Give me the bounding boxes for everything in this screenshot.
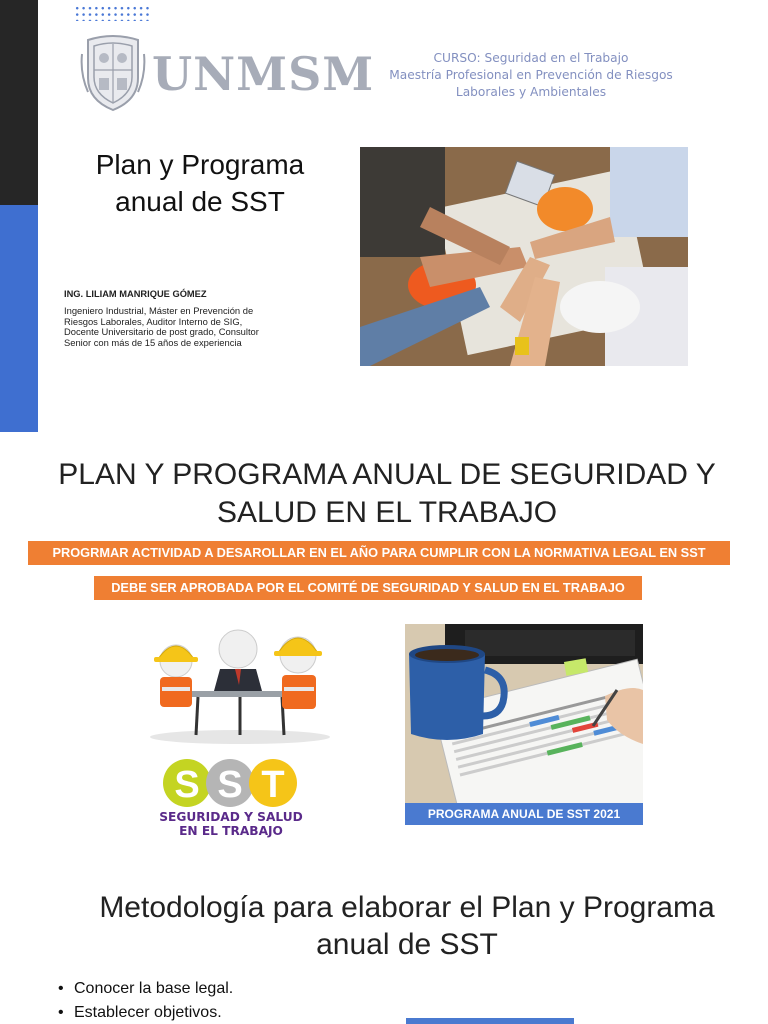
slide-plan-programa — [0, 442, 768, 874]
workers-meeting-illustration — [140, 625, 335, 745]
blue-box-partial — [406, 1018, 574, 1024]
team-hands-photo — [360, 147, 688, 366]
methodology-list — [58, 977, 233, 1024]
sst-logo-caption — [156, 810, 306, 838]
bio-line: Docente Universitario de post grado, Consultor — [64, 326, 259, 338]
cover-title — [60, 146, 340, 220]
bio-line: Riesgos Laborales, Auditor Interno de SIG, — [64, 315, 243, 327]
slide-cover — [0, 0, 768, 432]
slide2-title-line: PLAN Y PROGRAMA ANUAL DE SEGURIDAD Y — [58, 458, 716, 491]
programa-anual-caption: PROGRAMA ANUAL DE SST 2021 — [405, 803, 643, 825]
project-plan-photo — [405, 624, 643, 806]
university-seal-icon — [80, 34, 146, 112]
author-name: ING. LILIAM MANRIQUE GÓMEZ — [64, 289, 207, 299]
dot-pattern — [74, 5, 152, 21]
list-item: • Establecer objetivos. — [58, 1001, 233, 1024]
sst-letter: S — [174, 764, 200, 806]
slide2-title — [40, 456, 734, 532]
slide3-title-line: Metodología para elaborar el Plan y Programa — [99, 891, 715, 924]
orange-banner-program: PROGRMAR ACTIVIDAD A DESAROLLAR EN EL AÑO PARA CUMPLIR CON LA NORMATIVA LEGAL EN SST — [28, 541, 730, 565]
course-line: Maestría Profesional en Prevención de Riesgos — [389, 68, 673, 82]
list-item: • Conocer la base legal. — [58, 977, 233, 1001]
course-line: CURSO: Seguridad en el Trabajo — [433, 51, 629, 65]
slide3-title — [60, 889, 754, 963]
sst-letter: T — [261, 764, 285, 806]
slide2-title-line: SALUD EN EL TRABAJO — [216, 496, 558, 529]
sst-letter: S — [217, 764, 243, 806]
sst-caption-line: EN EL TRABAJO — [179, 824, 283, 838]
dark-side-bar — [0, 0, 38, 205]
cover-title-line: Plan y Programa — [95, 149, 305, 180]
author-bio — [64, 306, 309, 348]
bio-line: Ingeniero Industrial, Máster en Prevención de — [64, 305, 254, 316]
bio-line: Senior con más de 15 años de experiencia — [64, 336, 242, 348]
blue-side-bar — [0, 205, 38, 432]
course-line: Laborales y Ambientales — [455, 85, 607, 99]
slide-metodologia — [0, 884, 768, 1024]
slide3-title-line: anual de SST — [316, 928, 498, 961]
university-logo-text: UNMSM — [152, 47, 375, 101]
orange-banner-approval: DEBE SER APROBADA POR EL COMITÉ DE SEGURIDAD Y SALUD EN EL TRABAJO — [94, 576, 642, 600]
course-info — [380, 50, 682, 101]
cover-title-line: anual de SST — [115, 186, 285, 217]
project-plan-label: plan — [475, 707, 495, 722]
sst-caption-line: SEGURIDAD Y SALUD — [159, 810, 303, 824]
